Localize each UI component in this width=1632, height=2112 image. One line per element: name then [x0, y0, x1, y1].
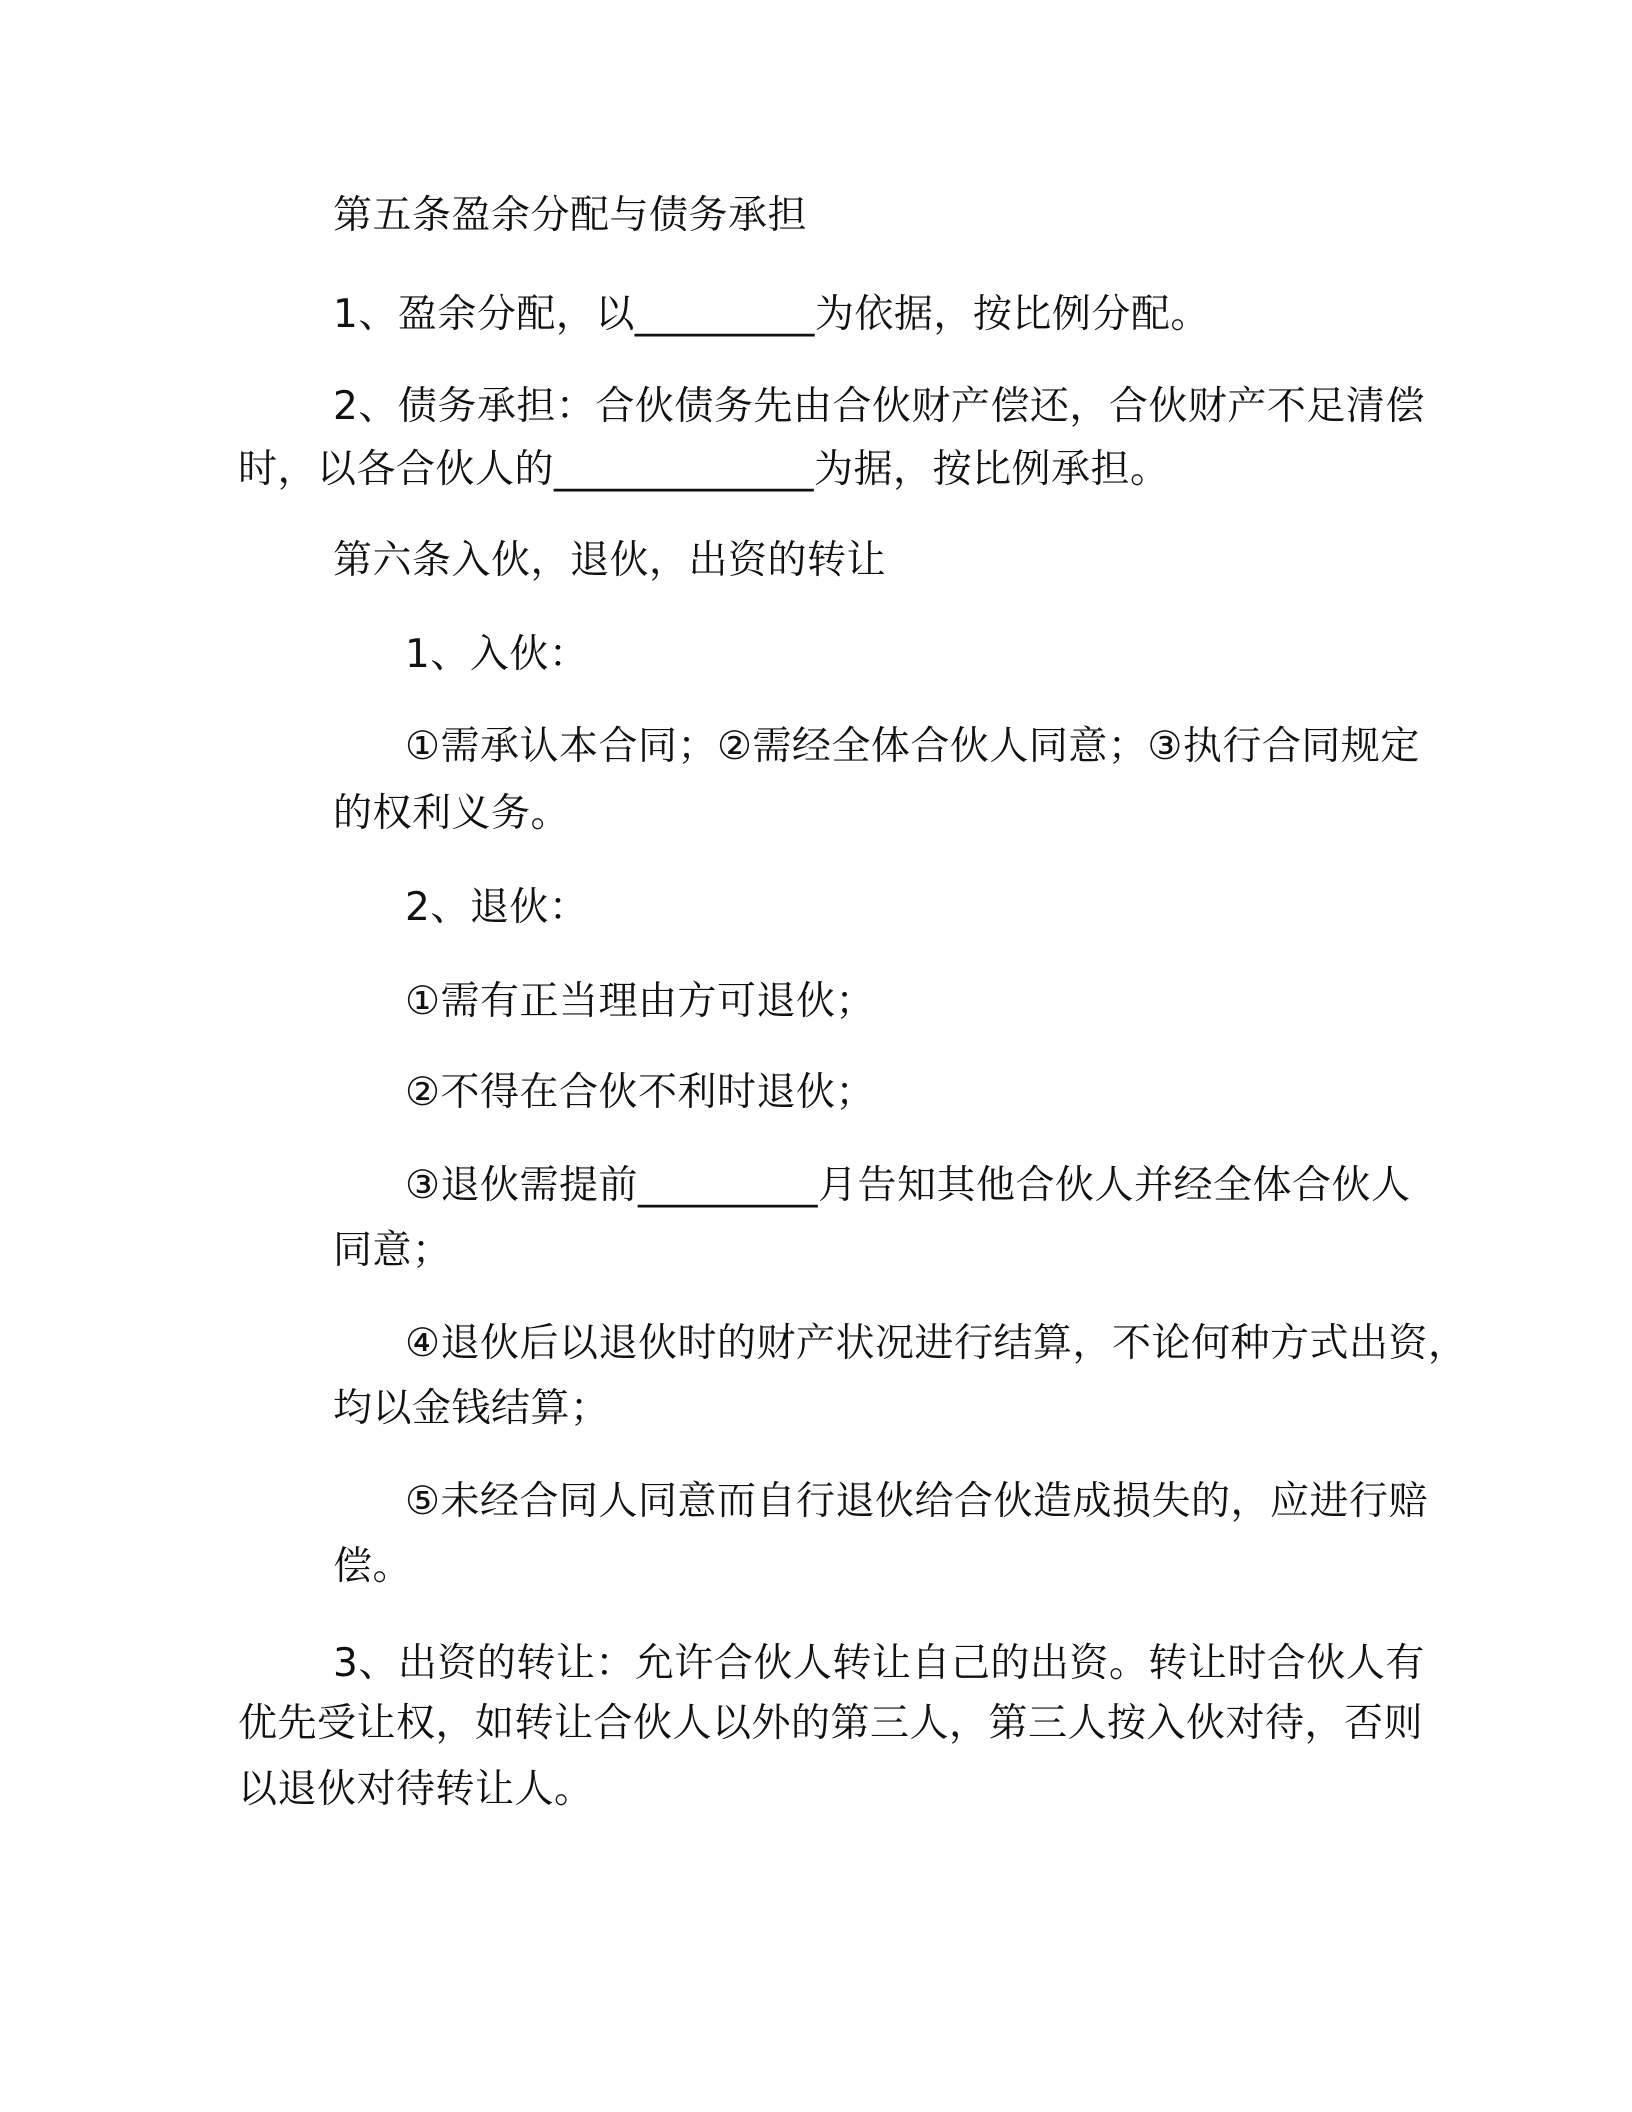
article6-transfer-line1: 3、出资的转让：允许合伙人转让自己的出资。转让时合伙人有: [333, 1641, 1425, 1686]
article6-transfer-line3: 以退伙对待转让人。: [238, 1767, 594, 1812]
article6-join-cond-line2: 的权利义务。: [333, 791, 571, 836]
article5-heading: 第五条盈余分配与债务承担: [333, 193, 808, 238]
article6-withdraw-c3-line1: ③退伙需提前_________月告知其他合伙人并经全体合伙人: [405, 1163, 1411, 1208]
article6-withdraw-c3-line2: 同意；: [333, 1228, 452, 1273]
article6-join-cond-line1: ①需承认本合同；②需经全体合伙人同意；③执行合同规定: [405, 724, 1420, 769]
article6-withdraw-title: 2、退伙：: [405, 885, 589, 930]
article6-heading: 第六条入伙，退伙，出资的转让: [333, 538, 887, 583]
article5-item2-line2: 时，以各合伙人的_____________为据，按比例承担。: [238, 447, 1170, 492]
article6-withdraw-c4-line2: 均以金钱结算；: [333, 1386, 610, 1431]
article6-withdraw-c5-line1: ⑤未经合同人同意而自行退伙给合伙造成损失的，应进行赔: [405, 1479, 1428, 1524]
article6-withdraw-c2: ②不得在合伙不利时退伙；: [405, 1070, 875, 1115]
article6-withdraw-c5-line2: 偿。: [333, 1544, 413, 1589]
article5-item1: 1、盈余分配，以_________为依据，按比例分配。: [333, 292, 1210, 337]
article6-withdraw-c1: ①需有正当理由方可退伙；: [405, 979, 875, 1024]
article5-item2-line1: 2、债务承担：合伙债务先由合伙财产偿还，合伙财产不足清偿: [333, 384, 1425, 429]
article6-withdraw-c4-line1: ④退伙后以退伙时的财产状况进行结算，不论何种方式出资，: [405, 1321, 1468, 1366]
article6-transfer-line2: 优先受让权，如转让合伙人以外的第三人，第三人按入伙对待，否则: [238, 1701, 1424, 1746]
article6-join-title: 1、入伙：: [405, 632, 589, 677]
